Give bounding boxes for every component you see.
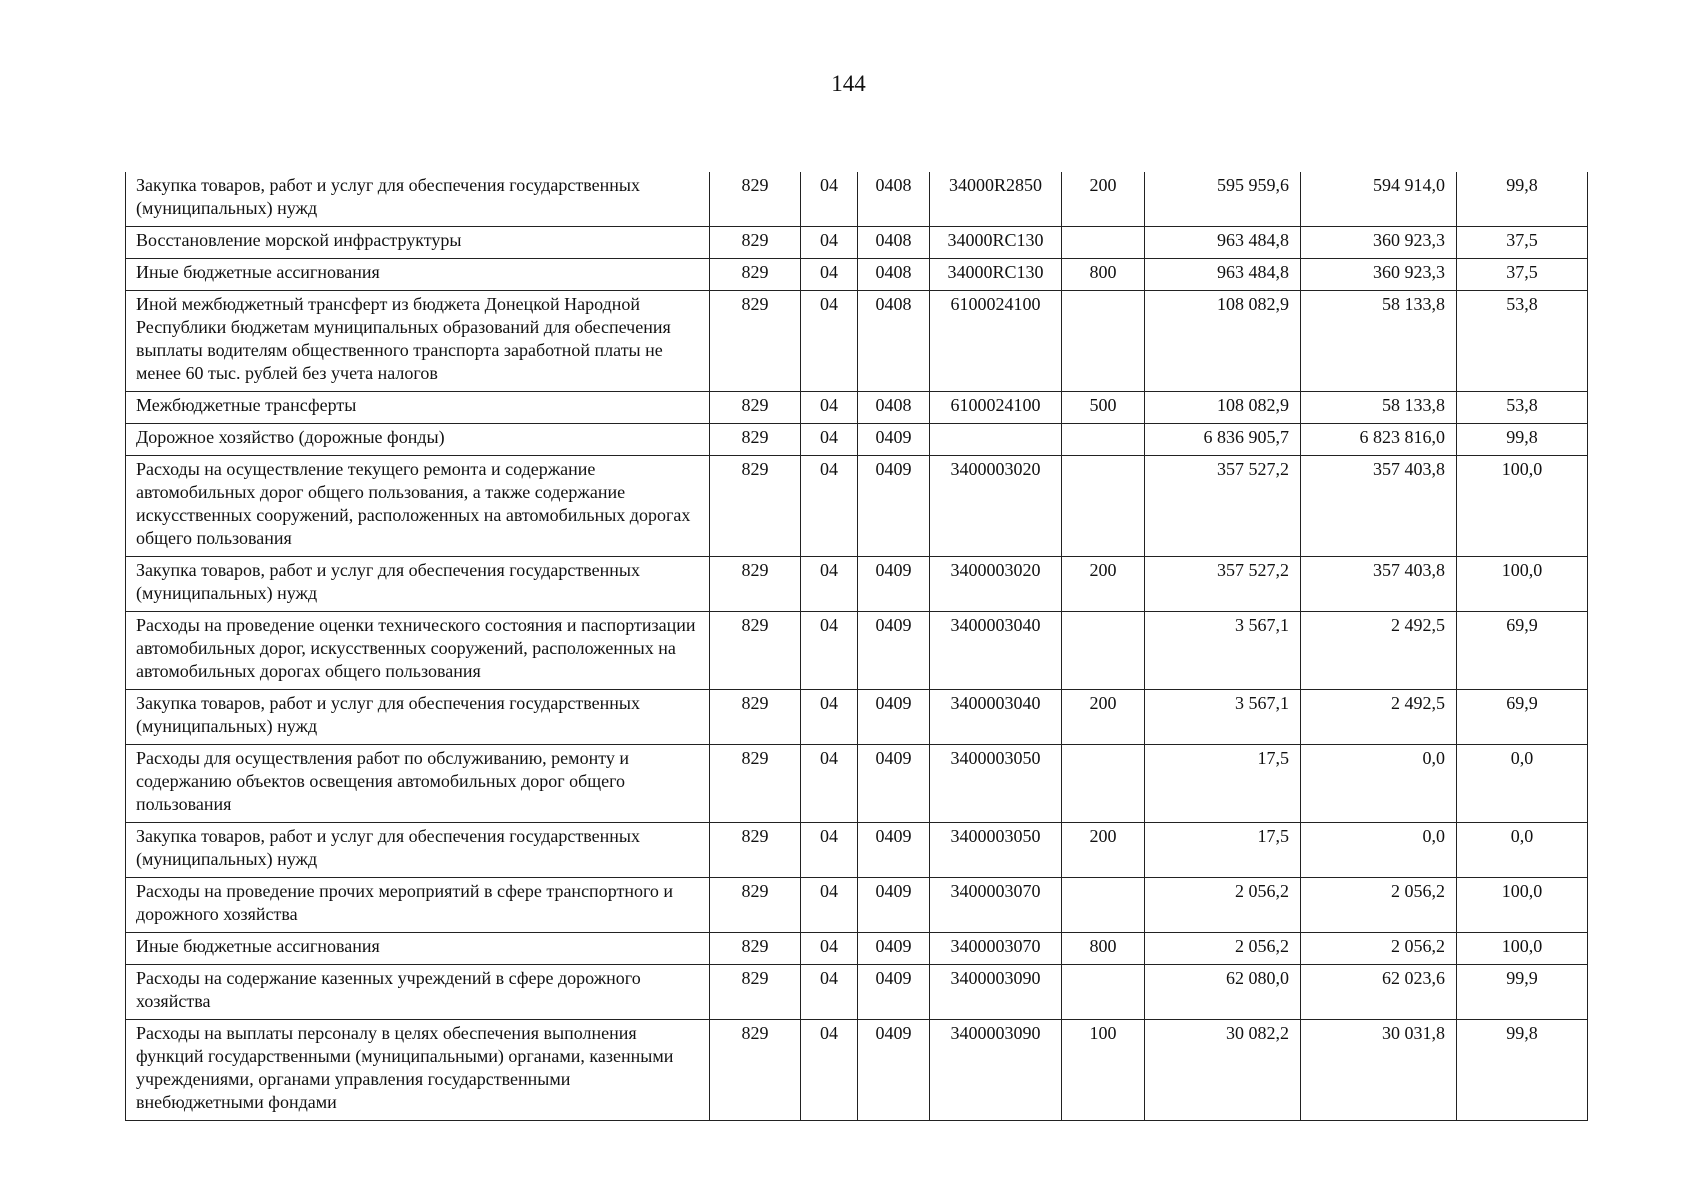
approved-amount-cell: 6 836 905,7 — [1145, 424, 1301, 456]
expense-name-cell: Иные бюджетные ассигнования — [126, 933, 710, 965]
execution-percent-cell: 99,9 — [1457, 965, 1588, 1020]
expense-type-cell — [1062, 456, 1145, 557]
executed-amount-cell: 360 923,3 — [1301, 227, 1457, 259]
expense-type-cell: 200 — [1062, 557, 1145, 612]
execution-percent-cell: 100,0 — [1457, 557, 1588, 612]
section-code-cell: 04 — [801, 259, 858, 291]
department-code-cell: 829 — [710, 291, 801, 392]
subsection-code-cell: 0409 — [858, 933, 930, 965]
approved-amount-cell: 3 567,1 — [1145, 690, 1301, 745]
table-row — [126, 456, 1588, 557]
subsection-code-cell: 0408 — [858, 259, 930, 291]
subsection-code-cell: 0409 — [858, 1020, 930, 1121]
execution-percent-cell: 69,9 — [1457, 612, 1588, 690]
executed-amount-cell: 6 823 816,0 — [1301, 424, 1457, 456]
table-row — [126, 690, 1588, 745]
table-row — [126, 878, 1588, 933]
target-article-cell: 3400003050 — [930, 823, 1062, 878]
department-code-cell: 829 — [710, 745, 801, 823]
subsection-code-cell: 0409 — [858, 745, 930, 823]
department-code-cell: 829 — [710, 557, 801, 612]
department-code-cell: 829 — [710, 392, 801, 424]
approved-amount-cell: 62 080,0 — [1145, 965, 1301, 1020]
expense-name-cell: Расходы на осуществление текущего ремонта и содержание автомобильных дорог общего пользования, а также содержание искусственных сооружений, расположенных на автомобильных дорогах общего пользования — [126, 456, 710, 557]
target-article-cell: 3400003040 — [930, 690, 1062, 745]
table-row — [126, 1020, 1588, 1121]
expense-name-cell: Межбюджетные трансферты — [126, 392, 710, 424]
department-code-cell: 829 — [710, 690, 801, 745]
table-row — [126, 424, 1588, 456]
approved-amount-cell: 108 082,9 — [1145, 291, 1301, 392]
section-code-cell: 04 — [801, 690, 858, 745]
executed-amount-cell: 360 923,3 — [1301, 259, 1457, 291]
expense-name-cell: Дорожное хозяйство (дорожные фонды) — [126, 424, 710, 456]
execution-percent-cell: 37,5 — [1457, 227, 1588, 259]
target-article-cell: 3400003070 — [930, 933, 1062, 965]
section-code-cell: 04 — [801, 612, 858, 690]
subsection-code-cell: 0408 — [858, 227, 930, 259]
expense-name-cell: Расходы для осуществления работ по обслуживанию, ремонту и содержанию объектов освещения автомобильных дорог общего пользования — [126, 745, 710, 823]
approved-amount-cell: 357 527,2 — [1145, 456, 1301, 557]
expense-name-cell: Иной межбюджетный трансферт из бюджета Донецкой Народной Республики бюджетам муниципальных образований для обеспечения выплаты водителям общественного транспорта заработной платы не менее 60 тыс. рублей без учета налогов — [126, 291, 710, 392]
approved-amount-cell: 108 082,9 — [1145, 392, 1301, 424]
execution-percent-cell: 99,8 — [1457, 424, 1588, 456]
department-code-cell: 829 — [710, 227, 801, 259]
expense-name-cell: Расходы на проведение прочих мероприятий в сфере транспортного и дорожного хозяйства — [126, 878, 710, 933]
expense-type-cell: 100 — [1062, 1020, 1145, 1121]
approved-amount-cell: 595 959,6 — [1145, 172, 1301, 227]
section-code-cell: 04 — [801, 745, 858, 823]
target-article-cell: 6100024100 — [930, 392, 1062, 424]
executed-amount-cell: 62 023,6 — [1301, 965, 1457, 1020]
department-code-cell: 829 — [710, 456, 801, 557]
executed-amount-cell: 357 403,8 — [1301, 456, 1457, 557]
execution-percent-cell: 53,8 — [1457, 392, 1588, 424]
section-code-cell: 04 — [801, 878, 858, 933]
department-code-cell: 829 — [710, 612, 801, 690]
approved-amount-cell: 357 527,2 — [1145, 557, 1301, 612]
table-row — [126, 392, 1588, 424]
section-code-cell: 04 — [801, 172, 858, 227]
execution-percent-cell: 53,8 — [1457, 291, 1588, 392]
executed-amount-cell: 2 492,5 — [1301, 612, 1457, 690]
subsection-code-cell: 0408 — [858, 172, 930, 227]
executed-amount-cell: 58 133,8 — [1301, 392, 1457, 424]
execution-percent-cell: 0,0 — [1457, 823, 1588, 878]
section-code-cell: 04 — [801, 823, 858, 878]
expense-type-cell — [1062, 424, 1145, 456]
executed-amount-cell: 2 056,2 — [1301, 878, 1457, 933]
table-row — [126, 259, 1588, 291]
approved-amount-cell: 963 484,8 — [1145, 259, 1301, 291]
expense-name-cell: Закупка товаров, работ и услуг для обеспечения государственных (муниципальных) нужд — [126, 690, 710, 745]
target-article-cell: 34000RC130 — [930, 259, 1062, 291]
expense-type-cell: 200 — [1062, 172, 1145, 227]
target-article-cell: 3400003090 — [930, 965, 1062, 1020]
target-article-cell: 34000RC130 — [930, 227, 1062, 259]
subsection-code-cell: 0409 — [858, 878, 930, 933]
section-code-cell: 04 — [801, 933, 858, 965]
execution-percent-cell: 69,9 — [1457, 690, 1588, 745]
table-row — [126, 557, 1588, 612]
target-article-cell: 3400003050 — [930, 745, 1062, 823]
execution-percent-cell: 100,0 — [1457, 456, 1588, 557]
execution-percent-cell: 100,0 — [1457, 878, 1588, 933]
executed-amount-cell: 2 056,2 — [1301, 933, 1457, 965]
expense-type-cell — [1062, 612, 1145, 690]
section-code-cell: 04 — [801, 392, 858, 424]
section-code-cell: 04 — [801, 291, 858, 392]
approved-amount-cell: 17,5 — [1145, 745, 1301, 823]
approved-amount-cell: 17,5 — [1145, 823, 1301, 878]
execution-percent-cell: 99,8 — [1457, 172, 1588, 227]
execution-percent-cell: 37,5 — [1457, 259, 1588, 291]
department-code-cell: 829 — [710, 933, 801, 965]
subsection-code-cell: 0409 — [858, 557, 930, 612]
expense-name-cell: Закупка товаров, работ и услуг для обеспечения государственных (муниципальных) нужд — [126, 172, 710, 227]
expense-type-cell — [1062, 878, 1145, 933]
executed-amount-cell: 2 492,5 — [1301, 690, 1457, 745]
subsection-code-cell: 0409 — [858, 456, 930, 557]
subsection-code-cell: 0409 — [858, 690, 930, 745]
table-row — [126, 612, 1588, 690]
table-row — [126, 823, 1588, 878]
executed-amount-cell: 30 031,8 — [1301, 1020, 1457, 1121]
target-article-cell: 3400003040 — [930, 612, 1062, 690]
subsection-code-cell: 0409 — [858, 612, 930, 690]
subsection-code-cell: 0408 — [858, 392, 930, 424]
department-code-cell: 829 — [710, 878, 801, 933]
target-article-cell: 3400003090 — [930, 1020, 1062, 1121]
target-article-cell — [930, 424, 1062, 456]
expense-type-cell — [1062, 227, 1145, 259]
target-article-cell: 3400003020 — [930, 456, 1062, 557]
expense-type-cell: 200 — [1062, 823, 1145, 878]
table-row — [126, 745, 1588, 823]
expense-type-cell — [1062, 965, 1145, 1020]
approved-amount-cell: 30 082,2 — [1145, 1020, 1301, 1121]
department-code-cell: 829 — [710, 172, 801, 227]
subsection-code-cell: 0409 — [858, 823, 930, 878]
expense-type-cell — [1062, 745, 1145, 823]
approved-amount-cell: 2 056,2 — [1145, 878, 1301, 933]
table-row — [126, 172, 1588, 227]
target-article-cell: 3400003020 — [930, 557, 1062, 612]
table-row — [126, 227, 1588, 259]
execution-percent-cell: 100,0 — [1457, 933, 1588, 965]
department-code-cell: 829 — [710, 823, 801, 878]
subsection-code-cell: 0409 — [858, 965, 930, 1020]
expense-name-cell: Расходы на выплаты персоналу в целях обеспечения выполнения функций государственными (муниципальными) органами, казенными учреждениями, органами управления государственными внебюджетными фондами — [126, 1020, 710, 1121]
table-row — [126, 933, 1588, 965]
target-article-cell: 6100024100 — [930, 291, 1062, 392]
execution-percent-cell: 0,0 — [1457, 745, 1588, 823]
executed-amount-cell: 0,0 — [1301, 823, 1457, 878]
target-article-cell: 34000R2850 — [930, 172, 1062, 227]
approved-amount-cell: 963 484,8 — [1145, 227, 1301, 259]
expense-type-cell: 200 — [1062, 690, 1145, 745]
execution-percent-cell: 99,8 — [1457, 1020, 1588, 1121]
executed-amount-cell: 58 133,8 — [1301, 291, 1457, 392]
expense-name-cell: Закупка товаров, работ и услуг для обеспечения государственных (муниципальных) нужд — [126, 557, 710, 612]
section-code-cell: 04 — [801, 227, 858, 259]
table-row — [126, 291, 1588, 392]
table-row — [126, 965, 1588, 1020]
executed-amount-cell: 594 914,0 — [1301, 172, 1457, 227]
department-code-cell: 829 — [710, 259, 801, 291]
section-code-cell: 04 — [801, 965, 858, 1020]
expense-name-cell: Расходы на проведение оценки технического состояния и паспортизации автомобильных дорог, искусственных сооружений, расположенных на автомобильных дорогах общего пользования — [126, 612, 710, 690]
subsection-code-cell: 0409 — [858, 424, 930, 456]
expense-type-cell: 800 — [1062, 259, 1145, 291]
department-code-cell: 829 — [710, 965, 801, 1020]
expense-type-cell: 800 — [1062, 933, 1145, 965]
approved-amount-cell: 3 567,1 — [1145, 612, 1301, 690]
department-code-cell: 829 — [710, 1020, 801, 1121]
expense-name-cell: Иные бюджетные ассигнования — [126, 259, 710, 291]
expense-name-cell: Восстановление морской инфраструктуры — [126, 227, 710, 259]
budget-table — [125, 172, 1588, 1121]
expense-type-cell — [1062, 291, 1145, 392]
page-number: 144 — [831, 71, 866, 96]
expense-name-cell: Расходы на содержание казенных учреждений в сфере дорожного хозяйства — [126, 965, 710, 1020]
section-code-cell: 04 — [801, 557, 858, 612]
subsection-code-cell: 0408 — [858, 291, 930, 392]
expense-name-cell: Закупка товаров, работ и услуг для обеспечения государственных (муниципальных) нужд — [126, 823, 710, 878]
department-code-cell: 829 — [710, 424, 801, 456]
executed-amount-cell: 0,0 — [1301, 745, 1457, 823]
section-code-cell: 04 — [801, 1020, 858, 1121]
section-code-cell: 04 — [801, 424, 858, 456]
expense-type-cell: 500 — [1062, 392, 1145, 424]
target-article-cell: 3400003070 — [930, 878, 1062, 933]
section-code-cell: 04 — [801, 456, 858, 557]
executed-amount-cell: 357 403,8 — [1301, 557, 1457, 612]
approved-amount-cell: 2 056,2 — [1145, 933, 1301, 965]
